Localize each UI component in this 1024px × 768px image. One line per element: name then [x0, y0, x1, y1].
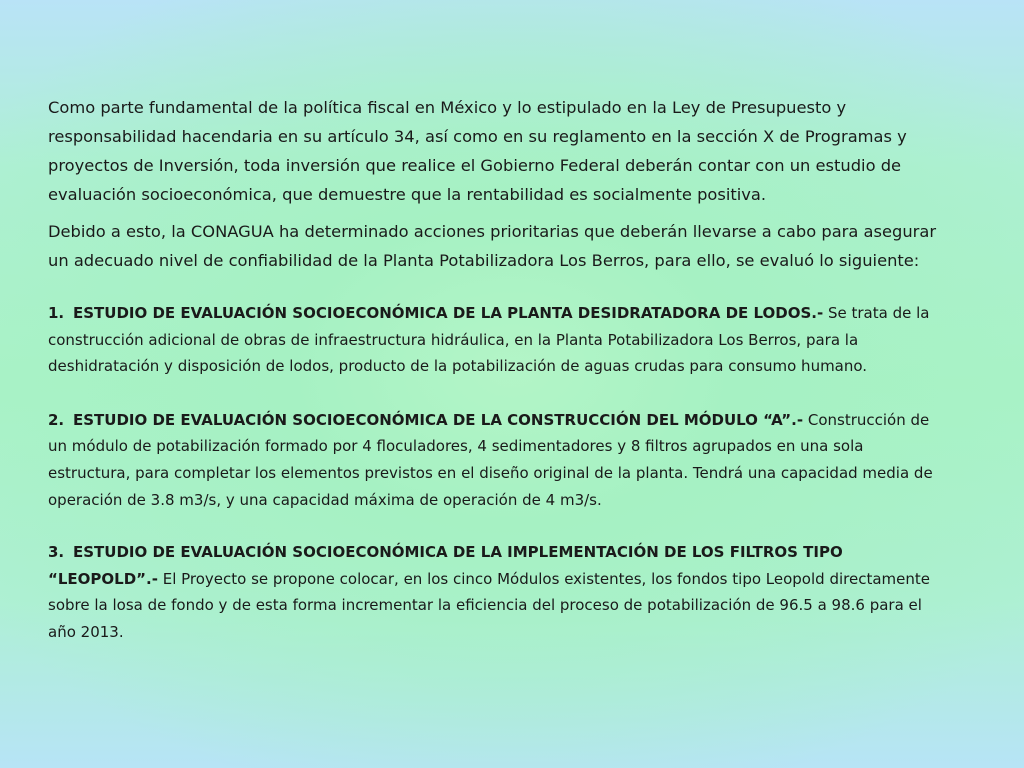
study-item-body: Construcción de un módulo de potabilización formado por 4 floculadores, 4 sedimentadores y 8 filtros agrupados en una sola estructura, para completar los elementos previstos en el diseño original de la planta. Tendrá una capacidad media de operación de 3.8 m3/s, y una capacidad máxima de operación de 4 m3/s.	[48, 410, 933, 509]
study-item-heading: ESTUDIO DE EVALUACIÓN SOCIOECONÓMICA DE LA IMPLEMENTACIÓN DE LOS FILTROS TIPO “LEOPOLD”.-	[48, 543, 843, 588]
study-item-2	[48, 407, 948, 513]
study-item-3	[48, 539, 948, 645]
intro-paragraph-1: Como parte fundamental de la política fiscal en México y lo estipulado en la Ley de Presupuesto y responsabilidad hacendaria en su artículo 34, así como en su reglamento en la sección X de Programas y proyectos de Inversión, toda inversión que realice el Gobierno Federal deberán contar con un estudio de evaluación socioeconómica, que demuestre que la rentabilidad es socialmente positiva.	[48, 98, 907, 204]
study-item-body: Se trata de la construcción adicional de obras de infraestructura hidráulica, en la Planta Potabilizadora Los Berros, para la deshidratación y disposición de lodos, producto de la potabilización de aguas crudas para consumo humano.	[48, 304, 930, 376]
study-item-number: 3.	[48, 543, 65, 562]
study-item-heading: ESTUDIO DE EVALUACIÓN SOCIOECONÓMICA DE LA PLANTA DESIDRATADORA DE LODOS.-	[73, 304, 824, 322]
study-item-number: 1.	[48, 304, 65, 322]
study-item-1	[48, 300, 948, 380]
slide-content	[48, 93, 948, 646]
study-item-heading: ESTUDIO DE EVALUACIÓN SOCIOECONÓMICA DE LA CONSTRUCCIÓN DEL MÓDULO “A”.-	[73, 410, 804, 429]
intro-paragraph-2: Debido a esto, la CONAGUA ha determinado acciones prioritarias que deberán llevarse a cabo para asegurar un adecuado nivel de confiabilidad de la Planta Potabilizadora Los Berros, para ello, se evaluó lo siguiente:	[48, 222, 937, 270]
intro-section	[48, 93, 948, 275]
study-item-body: El Proyecto se propone colocar, en los cinco Módulos existentes, los fondos tipo Leopold directamente sobre la losa de fondo y de esta forma incrementar la eficiencia del proceso de potabilización de 96.5 a 98.6 para el año 2013.	[48, 569, 930, 641]
study-item-number: 2.	[48, 410, 65, 429]
